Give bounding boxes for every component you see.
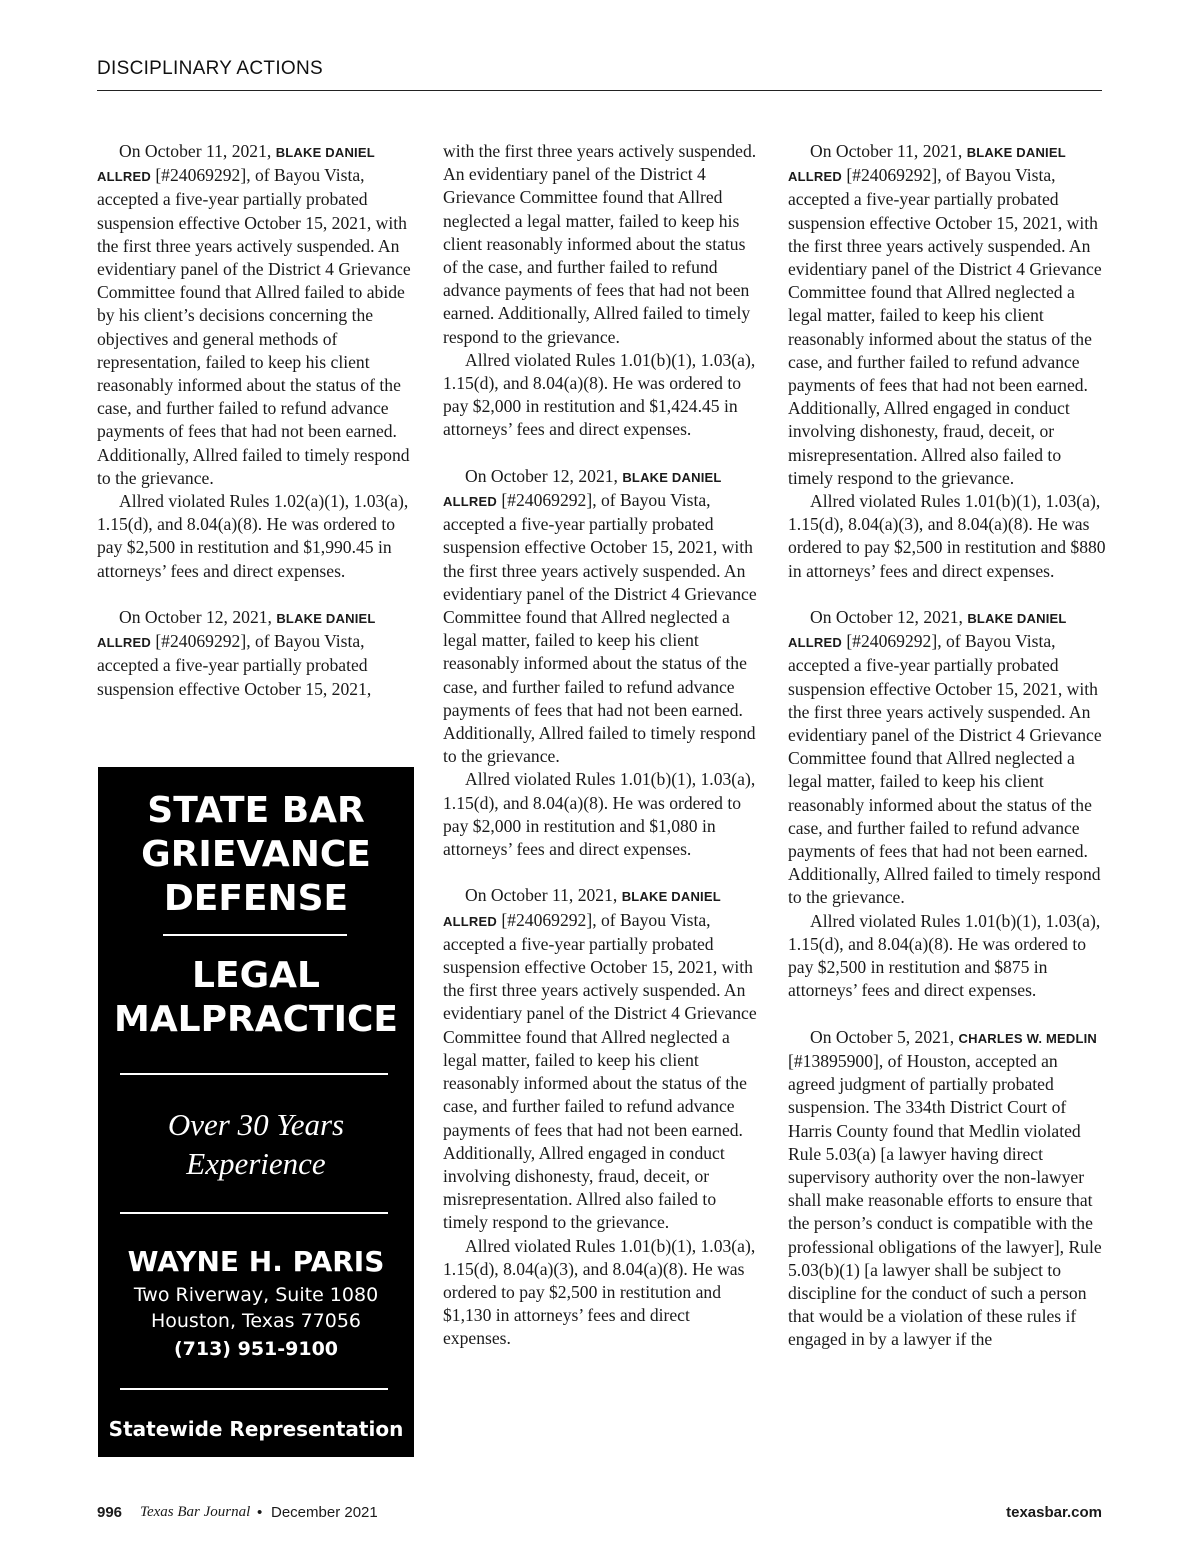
- rules-paragraph: Allred violated Rules 1.01(b)(1), 1.03(a), 1.15(d), and 8.04(a)(8). He was ordered to pay $2,500 in restitution and $875 in attorneys’ fees and direct expenses.: [788, 910, 1101, 1001]
- entry-paragraph: On October 11, 2021, BLAKE DANIEL ALLRED [#24069292], of Bayou Vista, accepted a five-year partially probated suspension effective October 15, 2021, with the first three years actively suspended. An evidentiary panel of the District 4 Grievance Committee found that Allred neglected a legal matter, failed to keep his client reasonably informed about the status of the case, and further failed to refund advance payments of fees that had not been earned. Additionally, Allred engaged in conduct involving dishonesty, fraud, deceit, or misrepresentation. Allred also failed to timely respond to the grievance.: [788, 141, 1102, 488]
- rules-paragraph: Allred violated Rules 1.01(b)(1), 1.03(a), 1.15(d), 8.04(a)(3), and 8.04(a)(8). He was ordered to pay $2,500 in restitution and $880 in attorneys’ fees and direct expenses.: [788, 491, 1106, 581]
- footer-bullet: •: [257, 1504, 263, 1521]
- ad-divider: [163, 934, 347, 936]
- entry-paragraph: On October 11, 2021, BLAKE DANIEL ALLRED [#24069292], of Bayou Vista, accepted a five-year partially probated suspension effective October 15, 2021, with the first three years actively suspended. An evidentiary panel of the District 4 Grievance Committee found that Allred neglected a legal matter, failed to keep his client reasonably informed about the status of the case, and further failed to refund advance payments of fees that had not been earned. Additionally, Allred engaged in conduct involving dishonesty, fraud, deceit, or misrepresentation. Allred also failed to timely respond to the grievance.: [443, 885, 757, 1233]
- ad-attorney-name: WAYNE H. PARIS: [127, 1245, 385, 1278]
- ad-footer: Statewide Representation: [108, 1417, 404, 1441]
- attorney-name: CHARLES W. MEDLIN: [958, 1030, 1097, 1046]
- ad-headline: MALPRACTICE: [114, 999, 398, 1040]
- ad-headline: STATE BAR: [147, 790, 365, 831]
- ad-headline: LEGAL: [192, 955, 320, 996]
- rules-paragraph: Allred violated Rules 1.01(b)(1), 1.03(a), 1.15(d), and 8.04(a)(8). He was ordered to pay $2,000 in restitution and $1,080 in attorneys’ fees and direct expenses.: [443, 769, 756, 860]
- column-1: [97, 140, 415, 701]
- section-title: DISCIPLINARY ACTIONS: [97, 58, 323, 79]
- advertisement: [98, 767, 414, 1457]
- rules-paragraph: Allred violated Rules 1.01(b)(1), 1.03(a), 1.15(d), and 8.04(a)(8). He was ordered to pay $2,000 in restitution and $1,424.45 in attorneys’ fees and direct expenses.: [443, 349, 756, 440]
- journal-title: Texas Bar Journal: [140, 1504, 251, 1520]
- page-number: 996: [97, 1504, 123, 1521]
- ad-headline: GRIEVANCE: [141, 834, 371, 875]
- website: texasbar.com: [1006, 1504, 1102, 1521]
- entry-paragraph: On October 12, 2021, BLAKE DANIEL ALLRED [#24069292], of Bayou Vista, accepted a five-year partially probated suspension effective October 15, 2021, with the first three years actively suspended. An evidentiary panel of the District 4 Grievance Committee found that Allred neglected a legal matter, failed to keep his client reasonably informed about the status of the case, and further failed to refund advance payments of fees that had not been earned. Additionally, Allred failed to timely respond to the grievance.: [788, 607, 1102, 908]
- ad-divider: [120, 1073, 388, 1075]
- issue-date: December 2021: [271, 1504, 378, 1521]
- entry-paragraph: with the first three years actively suspended. An evidentiary panel of the District 4 Grievance Committee found that Allred neglected a legal matter, failed to keep his client reasonably informed about the status of the case, and further failed to refund advance payments of fees that had not been earned. Additionally, Allred failed to timely respond to the grievance.: [443, 141, 757, 347]
- ad-address: Two Riverway, Suite 1080: [133, 1284, 379, 1306]
- column-2: [443, 140, 761, 1351]
- header-rule: [97, 90, 1102, 91]
- entry-paragraph: On October 12, 2021, BLAKE DANIEL ALLRED [#24069292], of Bayou Vista, accepted a five-year partially probated suspension effective October 15, 2021, with the first three years actively suspended. An evidentiary panel of the District 4 Grievance Committee found that Allred neglected a legal matter, failed to keep his client reasonably informed about the status of the case, and further failed to refund advance payments of fees that had not been earned. Additionally, Allred failed to timely respond to the grievance.: [443, 465, 757, 767]
- ad-headline: DEFENSE: [163, 878, 349, 919]
- attorney-name: BLAKE DANIEL ALLRED: [443, 469, 722, 510]
- ad-tagline: Over 30 Years: [167, 1107, 345, 1142]
- rules-paragraph: Allred violated Rules 1.02(a)(1), 1.03(a), 1.15(d), and 8.04(a)(8). He was ordered to pay $2,500 in restitution and $1,990.45 in attorneys’ fees and direct expenses.: [97, 491, 409, 581]
- entry-paragraph: On October 5, 2021, CHARLES W. MEDLIN [#13895900], of Houston, accepted an agreed judgment of partially probated suspension. The 334th District Court of Harris County found that Medlin violated Rule 5.03(a) [a lawyer having direct supervisory authority over the non-lawyer shall make reasonable efforts to ensure that the person’s conduct is compatible with the professional obligations of the lawyer], Rule 5.03(b)(1) [a lawyer shall be subject to discipline for the conduct of such a person that would be a violation of these rules if engaged in by a lawyer if the: [788, 1026, 1102, 1350]
- ad-divider: [120, 1388, 388, 1390]
- ad-address: Houston, Texas 77056: [150, 1310, 362, 1332]
- attorney-name: BLAKE DANIEL ALLRED: [97, 145, 375, 185]
- entry-paragraph: On October 11, 2021, BLAKE DANIEL ALLRED [#24069292], of Bayou Vista, accepted a five-year partially probated suspension effective October 15, 2021, with the first three years actively suspended. An evidentiary panel of the District 4 Grievance Committee found that Allred failed to abide by his client’s decisions concerning the objectives and general methods of representation, failed to keep his client reasonably informed about the status of the case, and further failed to refund advance payments of fees that had not been earned. Additionally, Allred failed to timely respond to the grievance.: [97, 141, 411, 488]
- ad-divider: [120, 1212, 388, 1214]
- ad-phone: (713) 951-9100: [173, 1338, 339, 1360]
- attorney-name: BLAKE DANIEL ALLRED: [788, 145, 1066, 185]
- ad-tagline: Experience: [186, 1146, 326, 1181]
- attorney-name: BLAKE DANIEL ALLRED: [443, 889, 721, 929]
- attorney-name: BLAKE DANIEL ALLRED: [788, 611, 1067, 651]
- column-3: [788, 140, 1106, 1352]
- rules-paragraph: Allred violated Rules 1.01(b)(1), 1.03(a), 1.15(d), 8.04(a)(3), and 8.04(a)(8). He was ordered to pay $2,500 in restitution and $1,130 in attorneys’ fees and direct expenses.: [443, 1235, 756, 1349]
- entry-paragraph: On October 12, 2021, BLAKE DANIEL ALLRED [#24069292], of Bayou Vista, accepted a five-year partially probated suspension effective October 15, 2021,: [97, 607, 376, 699]
- attorney-name: BLAKE DANIEL ALLRED: [97, 611, 376, 651]
